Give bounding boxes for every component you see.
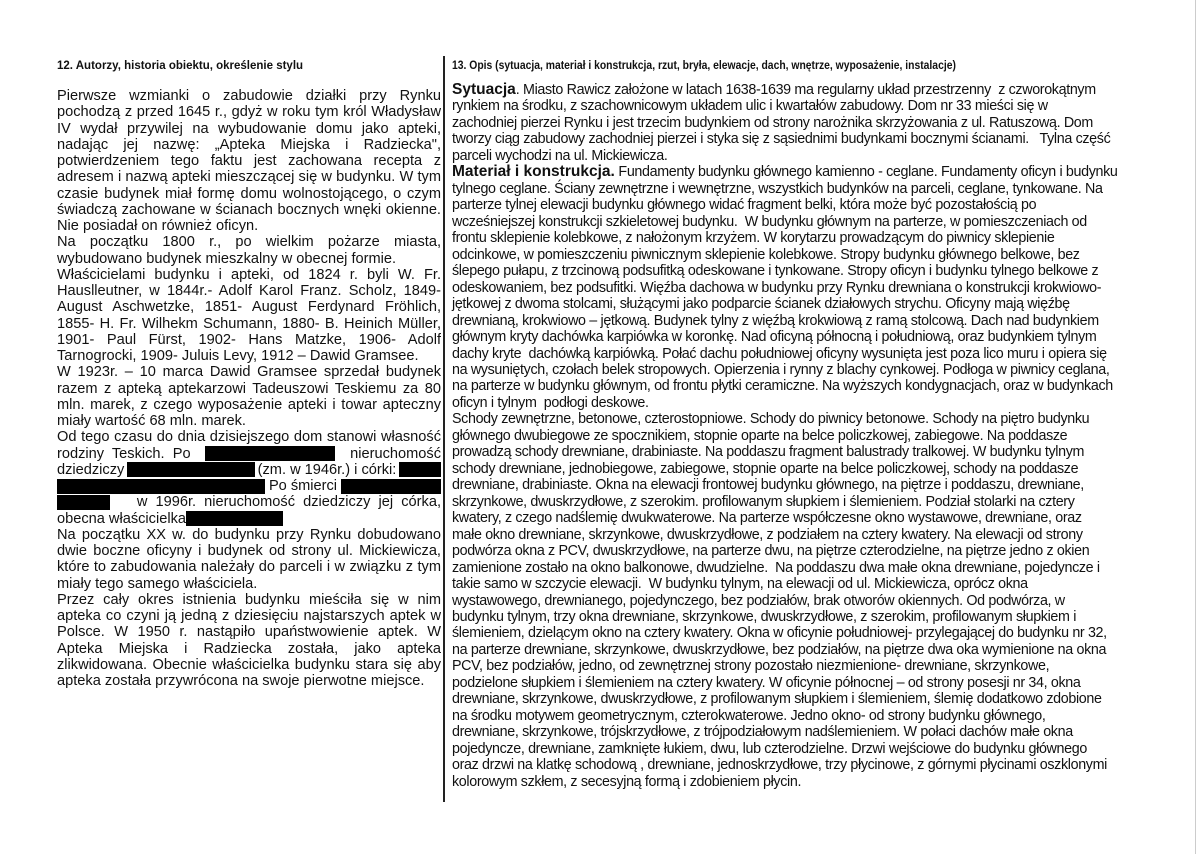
text-segment: oraz drzwi na klatkę schodową , drewniane, jednoskrzydłowe, trzy płycinowe, z górnymi płycinami oszklonymi bbox=[452, 757, 1107, 774]
text-line bbox=[452, 82, 1177, 98]
text-line bbox=[452, 346, 1177, 362]
text-line bbox=[452, 197, 1177, 213]
text-line: Od tego czasu do dnia dzisiejszego dom stanowi własność bbox=[57, 429, 441, 446]
text-line bbox=[452, 181, 1177, 197]
text-line bbox=[452, 115, 1177, 131]
redaction-box bbox=[57, 479, 265, 494]
redaction-box bbox=[205, 446, 335, 461]
text-segment: tylnego ceglane. Ściany zewnętrzne i wewnętrzne, wszystkich budynków na parceli, ceglane, tynkowane. Na bbox=[452, 180, 1103, 197]
text-segment: Schody zewnętrzne, betonowe, czterostopniowe. Schody do piwnicy betonowe. Schody na piętro budynku bbox=[452, 411, 1090, 428]
text-line bbox=[452, 98, 1177, 114]
text-segment: na wysuniętych, czołach belek stropowych. Opierzenia i rynny z blachy cynkowej. Podłoga w piwnicy ceglana, bbox=[452, 361, 1110, 378]
text-line: czasie budynek miał formę domu wolnostojącego, o czym bbox=[57, 185, 441, 202]
text-segment: w 1996r. nieruchomość dziedziczy jej córka, bbox=[136, 494, 441, 511]
text-line bbox=[452, 131, 1177, 147]
text-line: razem z apteką aptekarzowi Tadeuszowi Teskiemu za 80 bbox=[57, 380, 441, 397]
text-line: wybudowano budynek mieszkalny w obecnej formie. bbox=[57, 250, 397, 267]
text-line: Właścicielami budynku i apteki, od 1824 r. byli W. Fr. bbox=[57, 266, 441, 283]
redaction-box bbox=[341, 479, 441, 494]
redaction-box bbox=[127, 462, 255, 477]
text-line bbox=[57, 446, 441, 462]
text-segment: budynku tylnym, trzy okna drewniane, skrzynkowe, dwuskrzydłowe, z szerokim, profilowanym słupkiem i bbox=[452, 609, 1077, 625]
redaction-box bbox=[57, 495, 110, 510]
section-12-heading: 12. Autorzy, historia obiektu, określenie stylu bbox=[57, 60, 304, 72]
text-segment: ślepego pułapu, z trzcinową podsufitką odeskowane i tynkowane. Stropy oficyn i budynku tylnego belkowe z bbox=[452, 263, 1099, 280]
text-segment: takie samo w szczycie elewacji. W budynku tylnym, na elewacji od ul. Mickiewicza, oprócz okna bbox=[452, 576, 1028, 593]
text-segment: kolorowym szkłem, z secesyjną formą i zdobieniem płycin. bbox=[452, 773, 802, 790]
text-line bbox=[452, 280, 1177, 296]
text-segment: tworzy ciąg zabudowy zachodniej pierzei i styka się z sąsiednimi budynkami bocznymi ścianami. Tylna część bbox=[452, 131, 1111, 148]
text-line: adresem i nazwą apteki mieszczącej się w budynku. W tym bbox=[57, 169, 441, 186]
text-segment: głównym kryty dachówka karpiówka w koronkę. Nad oficyną północną i południową, oraz budynkiem tylnym bbox=[452, 329, 1097, 346]
text-segment: drewnianą, krokwiowo – jętkową. Budynek tylny z więźbą krokwiową z ramą stolcową. Dach nad budynkiem bbox=[452, 312, 1099, 329]
text-line: pochodzą z przed 1645 r., gdyż w roku tym król Władysław bbox=[57, 104, 441, 121]
text-line bbox=[452, 461, 1177, 477]
text-segment: wystawowego, drewnianego, pojedynczego, bez podziałów, brak otworów okiennych. Od podwórza, w bbox=[452, 592, 1065, 609]
text-line bbox=[452, 444, 1177, 460]
text-line bbox=[452, 395, 1177, 411]
text-line: apteka została przywrócona na swoje pierwotne miejsce. bbox=[57, 673, 425, 689]
column-divider bbox=[443, 56, 445, 802]
text-line bbox=[452, 658, 1177, 674]
text-line bbox=[452, 378, 1177, 394]
section-13-heading: 13. Opis (sytuacja, materiał i konstrukcja, rzut, bryła, elewacje, dach, wnętrze, wyposażenie, instalacje) bbox=[452, 60, 956, 72]
text-line: 1901- Paul Fürst, 1902- Hans Matzke, 1906- Adolf bbox=[57, 331, 441, 348]
section-lead: Materiał i konstrukcja. bbox=[452, 163, 615, 181]
text-line: IV wydał przywilej na wybudowanie domu jako apteki, bbox=[57, 120, 441, 137]
text-line bbox=[452, 230, 1177, 246]
text-segment: nieruchomość bbox=[350, 445, 441, 462]
text-segment: głównego dwubiegowe ze spocznikiem, stopnie oparte na belce policzkowej, zabiegowe. Na poddasze bbox=[452, 427, 1068, 444]
text-line bbox=[452, 527, 1177, 543]
text-line bbox=[452, 428, 1177, 444]
page-edge bbox=[1195, 0, 1196, 854]
description-column bbox=[452, 82, 1177, 790]
text-segment: dachy kryte dachówką karpiówką. Połać dachu południowej oficyny wysunięta jest poza lico muru i opiera się bbox=[452, 345, 1107, 362]
text-segment: odcinkowe, w pomieszczeniu piwnicznym sklepienie kolebkowe. Stropy budynku głównego belkowe, bez bbox=[452, 246, 1080, 263]
text-line: 1855- H. Fr. Wilhekm Schumann, 1880- B. Heinich Müller, bbox=[57, 315, 441, 332]
text-segment: podwórza okna z PCV, dwuskrzydłowe, na parterze dwu, na piętrze czterodzielne, na piętrze jedno z okien bbox=[452, 543, 1090, 560]
text-segment: zamienione zostało na okno balkonowe, dwudzielne. Na poddaszu dwa małe okna drewniane, pojedyncze i bbox=[452, 559, 1100, 576]
text-line bbox=[452, 214, 1177, 230]
text-line bbox=[57, 494, 441, 510]
text-segment: skrzynkowe, dwuskrzydłowe, z szerokim. profilowanym słupkiem i ślemieniem. Podział stolarki na cztery bbox=[452, 493, 1075, 510]
text-line bbox=[452, 741, 1177, 757]
text-segment: oficyn i tylnym podłogi deskowe. bbox=[452, 394, 649, 411]
text-segment: kwatery, z czego nadślemię dwukwaterowe. Na parterze współczesne okno wystawowe, drewniane, oraz bbox=[452, 510, 1082, 527]
text-line bbox=[452, 774, 1177, 790]
text-line: Apteka Miejska i Radziecka została, jako apteka bbox=[57, 640, 441, 657]
text-line bbox=[452, 757, 1177, 773]
text-line bbox=[452, 494, 1177, 510]
text-line bbox=[452, 708, 1177, 724]
text-line: dwie boczne oficyny i budynek od strony ul. Mickiewicza, bbox=[57, 543, 441, 559]
redaction-box bbox=[186, 511, 283, 526]
text-line bbox=[452, 642, 1177, 658]
text-segment: schody drewniane, jednobiegowe, zabiegowe, stopnie oparte na belce policzkowej, schody na poddasze bbox=[452, 460, 1079, 477]
text-segment: dziedziczy bbox=[57, 461, 125, 478]
text-line bbox=[452, 148, 1177, 164]
text-line: które to zabudowania należały do parceli i w związku z tym bbox=[57, 559, 441, 576]
history-column bbox=[57, 88, 441, 689]
text-line bbox=[57, 511, 441, 527]
text-line: Na początku XX w. do budynku przy Rynku dobudowano bbox=[57, 526, 441, 543]
text-line: August Aschwetzke, 1851- August Ferdynard Fröhlich, bbox=[57, 299, 441, 316]
text-line: mln. marek, z czego wyposażenie apteki i towar apteczny bbox=[57, 396, 441, 413]
text-segment: frontu sklepienie kolebkowe, z nałożonym krzyżem. W korytarzu prowadzącym do piwnicy sklepienie bbox=[452, 230, 1055, 247]
text-line bbox=[452, 263, 1177, 279]
text-line: Hauslleutner, w 1844r.- Adolf Karol Franz. Scholz, 1849- bbox=[57, 283, 441, 299]
text-line: Na początku 1800 r., po wielkim pożarze miasta, bbox=[57, 234, 441, 251]
text-line bbox=[452, 477, 1177, 493]
text-segment: małe okno drewniane, skrzynkowe, dwuskrzydłowe, z podziałem na cztery kwatery. Na elewacji od strony bbox=[452, 526, 1083, 543]
text-line: Polsce. W 1950 r. nastąpiło upaństwowienie aptek. W bbox=[57, 624, 441, 641]
text-segment: wcześniejszej konstrukcji szkieletowej budynku. W budynku głównym na parterze, w pomieszczeniach od bbox=[452, 213, 1087, 230]
text-line bbox=[452, 543, 1177, 559]
text-line bbox=[452, 296, 1177, 312]
text-segment: podzielone słupkiem i ślemieniem na cztery kwatery. W oficynie północnej – od strony posesji nr 34, okna bbox=[452, 674, 1081, 691]
text-line bbox=[452, 164, 1177, 180]
text-line bbox=[452, 593, 1177, 609]
text-line: świadczą zachowane w ścianach bocznych wnęki okienne. bbox=[57, 201, 441, 218]
text-line bbox=[452, 510, 1177, 526]
text-line: Nie posiadał on również oficyn. bbox=[57, 218, 259, 234]
text-segment: (zm. w 1946r.) i córki: bbox=[257, 461, 397, 478]
text-line bbox=[452, 329, 1177, 345]
text-line bbox=[452, 576, 1177, 592]
section-lead: Sytuacja bbox=[452, 81, 516, 98]
text-segment: pojedyncze, drewniane, zamknięte łukiem, dwu, lub czterodzielne. Drzwi wejściowe do budynku głównego bbox=[452, 740, 1087, 757]
text-line bbox=[57, 478, 441, 494]
text-line: W 1923r. – 10 marca Dawid Gramsee sprzedał budynek bbox=[57, 364, 441, 381]
text-segment: na parterze drewniane, skrzynkowe, dwuskrzydłowe, bez podziałów, na piętrze dwa oka wymienione na okna bbox=[452, 641, 1107, 658]
text-line: potwierdzeniem tego faktu jest zachowana recepta z bbox=[57, 153, 441, 169]
text-segment: obecna właścicielka bbox=[57, 510, 186, 527]
text-line bbox=[452, 675, 1177, 691]
text-line: apteka co czyni ją jedną z dziesięciu najstarszych aptek w bbox=[57, 608, 441, 624]
text-segment: . Miasto Rawicz założone w latach 1638-1639 ma regularny układ przestrzenny z czworokątnym bbox=[515, 82, 1096, 98]
text-segment: drewniane, drabiniaste. Okna na elewacji frontowej budynku głównego, na piętrze i poddaszu, drewniane, bbox=[452, 477, 1084, 494]
text-segment: na parterze w budynku głównym, od frontu płytki ceramiczne. Na wyższych kondygnacjach, oraz w budynkach bbox=[452, 378, 1113, 395]
text-line bbox=[452, 609, 1177, 625]
text-line bbox=[452, 411, 1177, 427]
text-segment: odeskowaniem, bez podsufitki. Więźba dachowa w budynku przy Rynku drewniana o konstrukcji krokwiowo- bbox=[452, 279, 1102, 296]
text-segment: Po śmierci bbox=[268, 478, 338, 494]
text-line bbox=[452, 625, 1177, 641]
text-line bbox=[452, 560, 1177, 576]
text-segment: na środku motywem geometrycznym, czterokwaterowe. Jedno okno- od strony budynku głównego, bbox=[452, 707, 1046, 724]
text-line bbox=[452, 724, 1177, 740]
text-segment: parceli wychodzi na ul. Mickiewicza. bbox=[452, 147, 668, 164]
text-segment: zachodniej pierzei Rynku i jest trzecim budynkiem od strony narożnika skrzyżowania z ul. Ratuszową. Dom bbox=[452, 114, 1093, 131]
text-segment: ślemieniem, dzielącym okno na cztery kwatery. Okna w oficynie południowej- przylegającej do budynku nr 32, bbox=[452, 625, 1107, 642]
text-line: miały tego samego właściciela. bbox=[57, 575, 258, 592]
text-segment: PCV, bez podziałów, jedno, od zewnętrznej strony pozostało niezmienione- drewniane, skrzynkowe, bbox=[452, 658, 1050, 675]
text-line: Tarnogrocki, 1909- Juluis Levy, 1912 – Dawid Gramsee. bbox=[57, 348, 419, 364]
text-line bbox=[452, 313, 1177, 329]
text-line bbox=[452, 691, 1177, 707]
text-line bbox=[452, 247, 1177, 263]
text-line: Pierwsze wzmianki o zabudowie działki przy Rynku bbox=[57, 88, 441, 104]
text-segment: drewniane, skrzynkowe, dwuskrzydłowe, z profilowanym słupkiem i ślemieniem, ślemię dodatkowo zdobione bbox=[452, 691, 1102, 708]
text-segment: prowadzą schody drewniane, drabiniaste. Na poddaszu fragment balustrady tralkowej. W budynku tylnym bbox=[452, 444, 1085, 461]
text-line: zlikwidowana. Obecnie właścicielka budynku stara się aby bbox=[57, 656, 441, 673]
text-line: miały wartość 68 mln. marek. bbox=[57, 413, 246, 429]
text-segment: rodziny Teskich. Po bbox=[57, 445, 191, 462]
text-segment: drewniane, skrzynkowe, trójskrzydłowe, z trójpodziałowym nadślemieniem. W połaci dachów małe okna bbox=[452, 724, 1073, 741]
text-line: Przez cały okres istnienia budynku mieściła się w nim bbox=[57, 591, 441, 608]
text-segment: jętkowej z dwoma stolcami, służącymi jako podparcie ścianek działowych strychu. Oficyny mają więźbę bbox=[452, 296, 1070, 313]
text-segment: rynkiem na środku, z szachownicowym układem ulic i kwartałów zabudowy. Dom nr 33 mieści się w bbox=[452, 98, 1048, 115]
text-line: nadając jej nazwę: „Apteka Miejska i Radziecka", bbox=[57, 136, 441, 153]
text-segment: parterze tylnej elewacji budynku głównego widać fragment belki, która może być pozostałością po bbox=[452, 197, 1037, 214]
text-segment: Fundamenty budynku głównego kamienno - ceglane. Fundamenty oficyn i budynku bbox=[614, 164, 1118, 181]
redaction-box bbox=[399, 462, 441, 477]
text-line bbox=[57, 462, 441, 478]
text-line bbox=[452, 362, 1177, 378]
